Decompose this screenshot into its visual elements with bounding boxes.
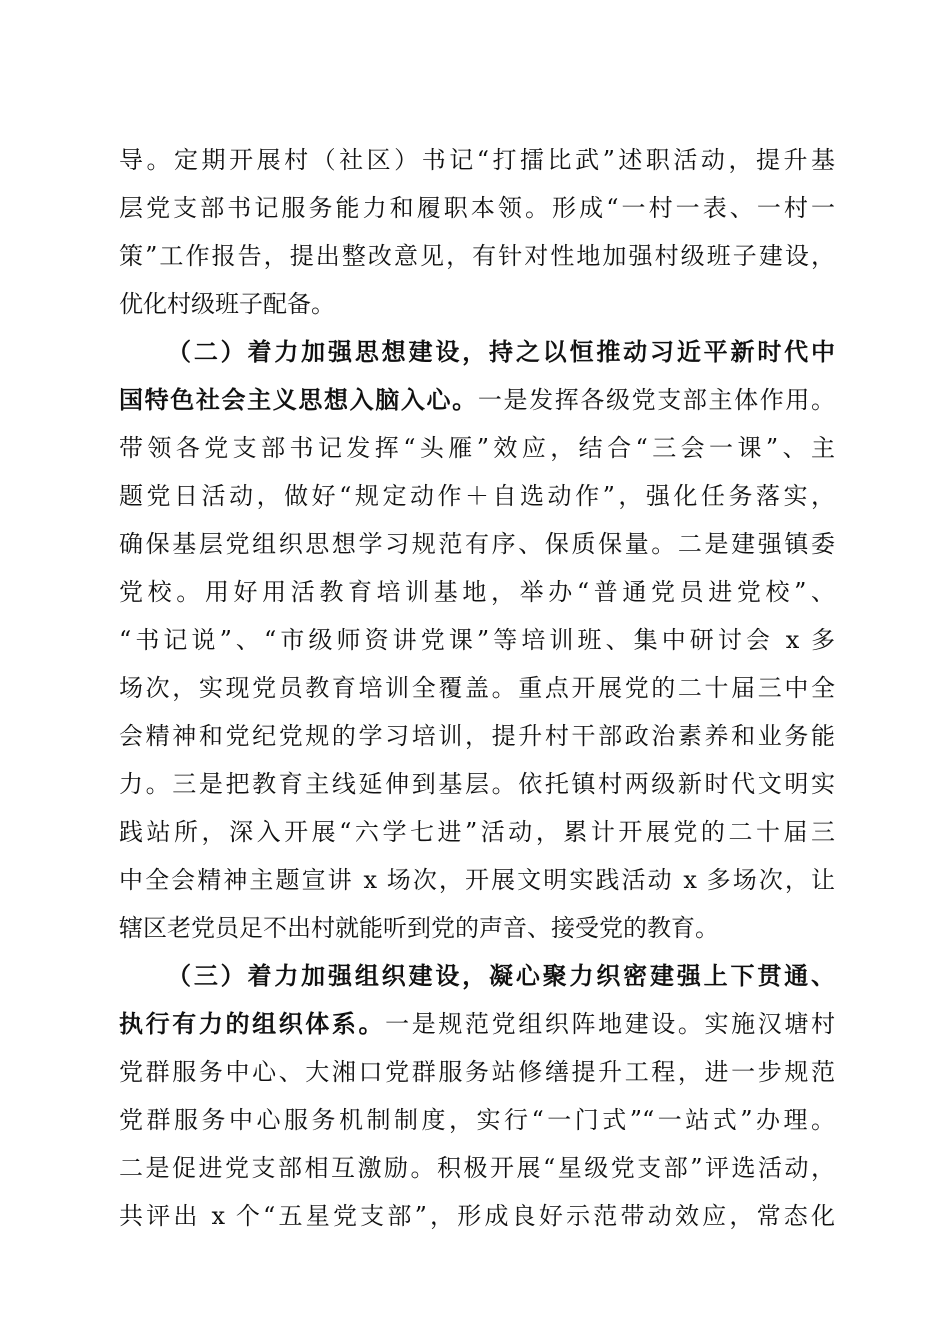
text-line: 共评出 x 个“五星党支部”，形成良好示范带动效应，常态化	[119, 1202, 835, 1230]
text-line: 辖区老党员足不出村就能听到党的声音、接受党的教育。	[119, 914, 719, 942]
section-heading-3: （三）着力加强组织建设，凝心聚力织密建强上下贯通、	[167, 961, 835, 990]
text-line: 会精神和党纪党规的学习培训，提升村干部政治素养和业务能	[119, 722, 835, 750]
section-heading-2-cont: 国特色社会主义思想入脑入心。	[119, 385, 478, 414]
text-run: 一是规范党组织阵地建设。实施汉塘村	[385, 1010, 836, 1038]
text-line: 策”工作报告，提出整改意见，有针对性地加强村级班子建设，	[119, 242, 835, 270]
section-heading-2: （二）着力加强思想建设，持之以恒推动习近平新时代中	[167, 337, 835, 366]
text-line	[119, 1008, 835, 1040]
text-line: 优化村级班子配备。	[119, 290, 335, 318]
text-line: 践站所，深入开展“六学七进”活动，累计开展党的二十届三	[119, 818, 835, 846]
section-heading-3-cont: 执行有力的组织体系。	[119, 1009, 386, 1038]
text-line: 带领各党支部书记发挥“头雁”效应，结合“三会一课”、主	[119, 434, 835, 462]
text-line: 党群服务中心服务机制制度，实行“一门式”“一站式”办理。	[119, 1106, 835, 1134]
text-line: 层党支部书记服务能力和履职本领。形成“一村一表、一村一	[119, 194, 835, 222]
text-line: 中全会精神主题宣讲 x 场次，开展文明实践活动 x 多场次，让	[119, 866, 835, 894]
text-line: 确保基层党组织思想学习规范有序、保质保量。二是建强镇委	[119, 530, 835, 558]
text-line: 党群服务中心、大湘口党群服务站修缮提升工程，进一步规范	[119, 1058, 835, 1086]
text-line: 场次，实现党员教育培训全覆盖。重点开展党的二十届三中全	[119, 674, 835, 702]
text-line: 题党日活动，做好“规定动作＋自选动作”，强化任务落实，	[119, 482, 835, 510]
text-line: “书记说”、“市级师资讲党课”等培训班、集中研讨会 x 多	[119, 626, 835, 654]
text-line: 二是促进党支部相互激励。积极开展“星级党支部”评选活动，	[119, 1154, 835, 1182]
text-line: 力。三是把教育主线延伸到基层。依托镇村两级新时代文明实	[119, 770, 835, 798]
text-line	[119, 384, 835, 416]
text-run: 一是发挥各级党支部主体作用。	[477, 386, 836, 414]
text-line: 党校。用好用活教育培训基地，举办“普通党员进党校”、	[119, 578, 835, 606]
text-line: 导。定期开展村（社区）书记“打擂比武”述职活动，提升基	[119, 146, 835, 174]
